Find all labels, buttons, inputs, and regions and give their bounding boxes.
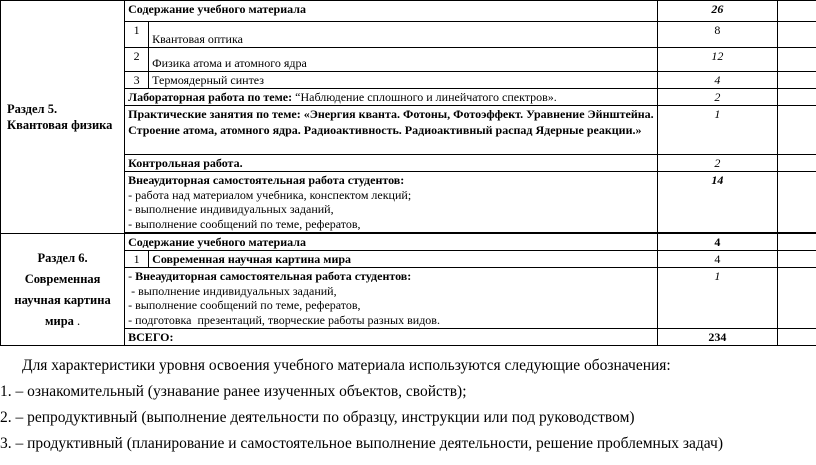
section-6-title [1, 234, 125, 346]
item-number: 1 [125, 22, 149, 48]
legend-level-3: 3. – продуктивный (планирование и самостоятельное выполнение деятельности, решение проблемных задач) [0, 435, 723, 452]
empty-cell [777, 22, 816, 48]
section-5-name: Квантовая физика [7, 118, 113, 132]
independent-work-header-line [128, 269, 654, 284]
independent-work-line: - работа над материалом учебника, конспектом лекций; [128, 187, 412, 202]
empty-cell [777, 234, 816, 251]
control-work: Контрольная работа. [125, 155, 658, 172]
independent-work-line: - выполнение сообщений по теме, рефератов, [128, 216, 361, 231]
independent-hours: 1 [657, 268, 777, 329]
empty-cell [777, 106, 816, 155]
practice-work: Практические занятия по теме: «Энергия кванта. Фотоны, Фотоэффект. Уравнение Эйнштейна. Строение атома, атомного ядра. Радиоактивность. Радиоактивный распад Ядерные реакции.» [125, 106, 658, 155]
independent-work [125, 268, 658, 329]
legend-level-2: 2. – репродуктивный (выполнение деятельности по образцу, инструкции или под руководством) [0, 409, 635, 426]
table-row [1, 234, 816, 251]
item-hours: 8 [657, 22, 777, 48]
item-number: 3 [125, 72, 149, 89]
lab-hours: 2 [657, 89, 777, 106]
empty-cell [777, 72, 816, 89]
item-text: Квантовая оптика [149, 22, 658, 48]
independent-work-line: - выполнение сообщений по теме, рефератов, [128, 298, 361, 312]
empty-cell [777, 1, 816, 22]
total-label: ВСЕГО: [125, 329, 658, 346]
content-hours: 4 [657, 234, 777, 251]
content-header: Содержание учебного материала [125, 234, 658, 251]
empty-cell [777, 268, 816, 329]
item-text: Физика атома и атомного ядра [149, 48, 658, 72]
independent-work [125, 172, 658, 233]
independent-hours: 14 [657, 172, 777, 233]
total-hours: 234 [657, 329, 777, 346]
content-hours: 26 [657, 1, 777, 22]
section-6-name-line: научная картина [14, 292, 111, 307]
independent-work-line: - подготовка презентаций, творческие работы разных видов. [128, 312, 440, 327]
section-5-number: Раздел 5. [7, 102, 58, 116]
section-6-number: Раздел 6. [37, 250, 88, 265]
independent-work-line: - выполнение индивидуальных заданий, [128, 202, 334, 216]
section-6-name-line [4, 311, 121, 332]
item-number: 2 [125, 48, 149, 72]
independent-work-header: Внеаудиторная самостоятельная работа студентов: [135, 269, 412, 283]
control-hours: 2 [657, 155, 777, 172]
content-header: Содержание учебного материала [125, 1, 658, 22]
legend-level-1: 1. – ознакомительный (узнавание ранее изученных объектов, свойств); [0, 383, 467, 400]
empty-cell [777, 89, 816, 106]
item-hours: 4 [657, 72, 777, 89]
section-6-name-line: Современная [24, 271, 101, 286]
empty-cell [777, 172, 816, 233]
level-legend [0, 353, 816, 457]
item-number: 1 [125, 251, 149, 268]
item-hours: 4 [657, 251, 777, 268]
empty-cell [777, 48, 816, 72]
independent-work-line: - выполнение индивидуальных заданий, [128, 283, 337, 298]
independent-work-header: Внеаудиторная самостоятельная работа студентов: [128, 173, 405, 187]
item-text: Современная научная картина мира [149, 251, 658, 268]
table-row [1, 1, 816, 22]
empty-cell [777, 251, 816, 268]
section-5-title [1, 1, 125, 234]
item-text: Термоядерный синтез [149, 72, 658, 89]
legend-intro: Для характеристики уровня освоения учебного материала используются следующие обозначения: [22, 357, 671, 374]
lab-work [125, 89, 658, 106]
independent-work-dash: - [128, 269, 136, 283]
section-6-name-end: мира [44, 313, 74, 328]
practice-hours: 1 [657, 106, 777, 155]
section-6-suffix: . [73, 313, 81, 328]
empty-cell [777, 329, 816, 346]
item-hours: 12 [657, 48, 777, 72]
empty-cell [777, 155, 816, 172]
lab-work-label: Лабораторная работа по теме: [128, 90, 293, 104]
lab-work-topic: “Наблюдение сплошного и линейчатого спектров». [292, 90, 557, 104]
